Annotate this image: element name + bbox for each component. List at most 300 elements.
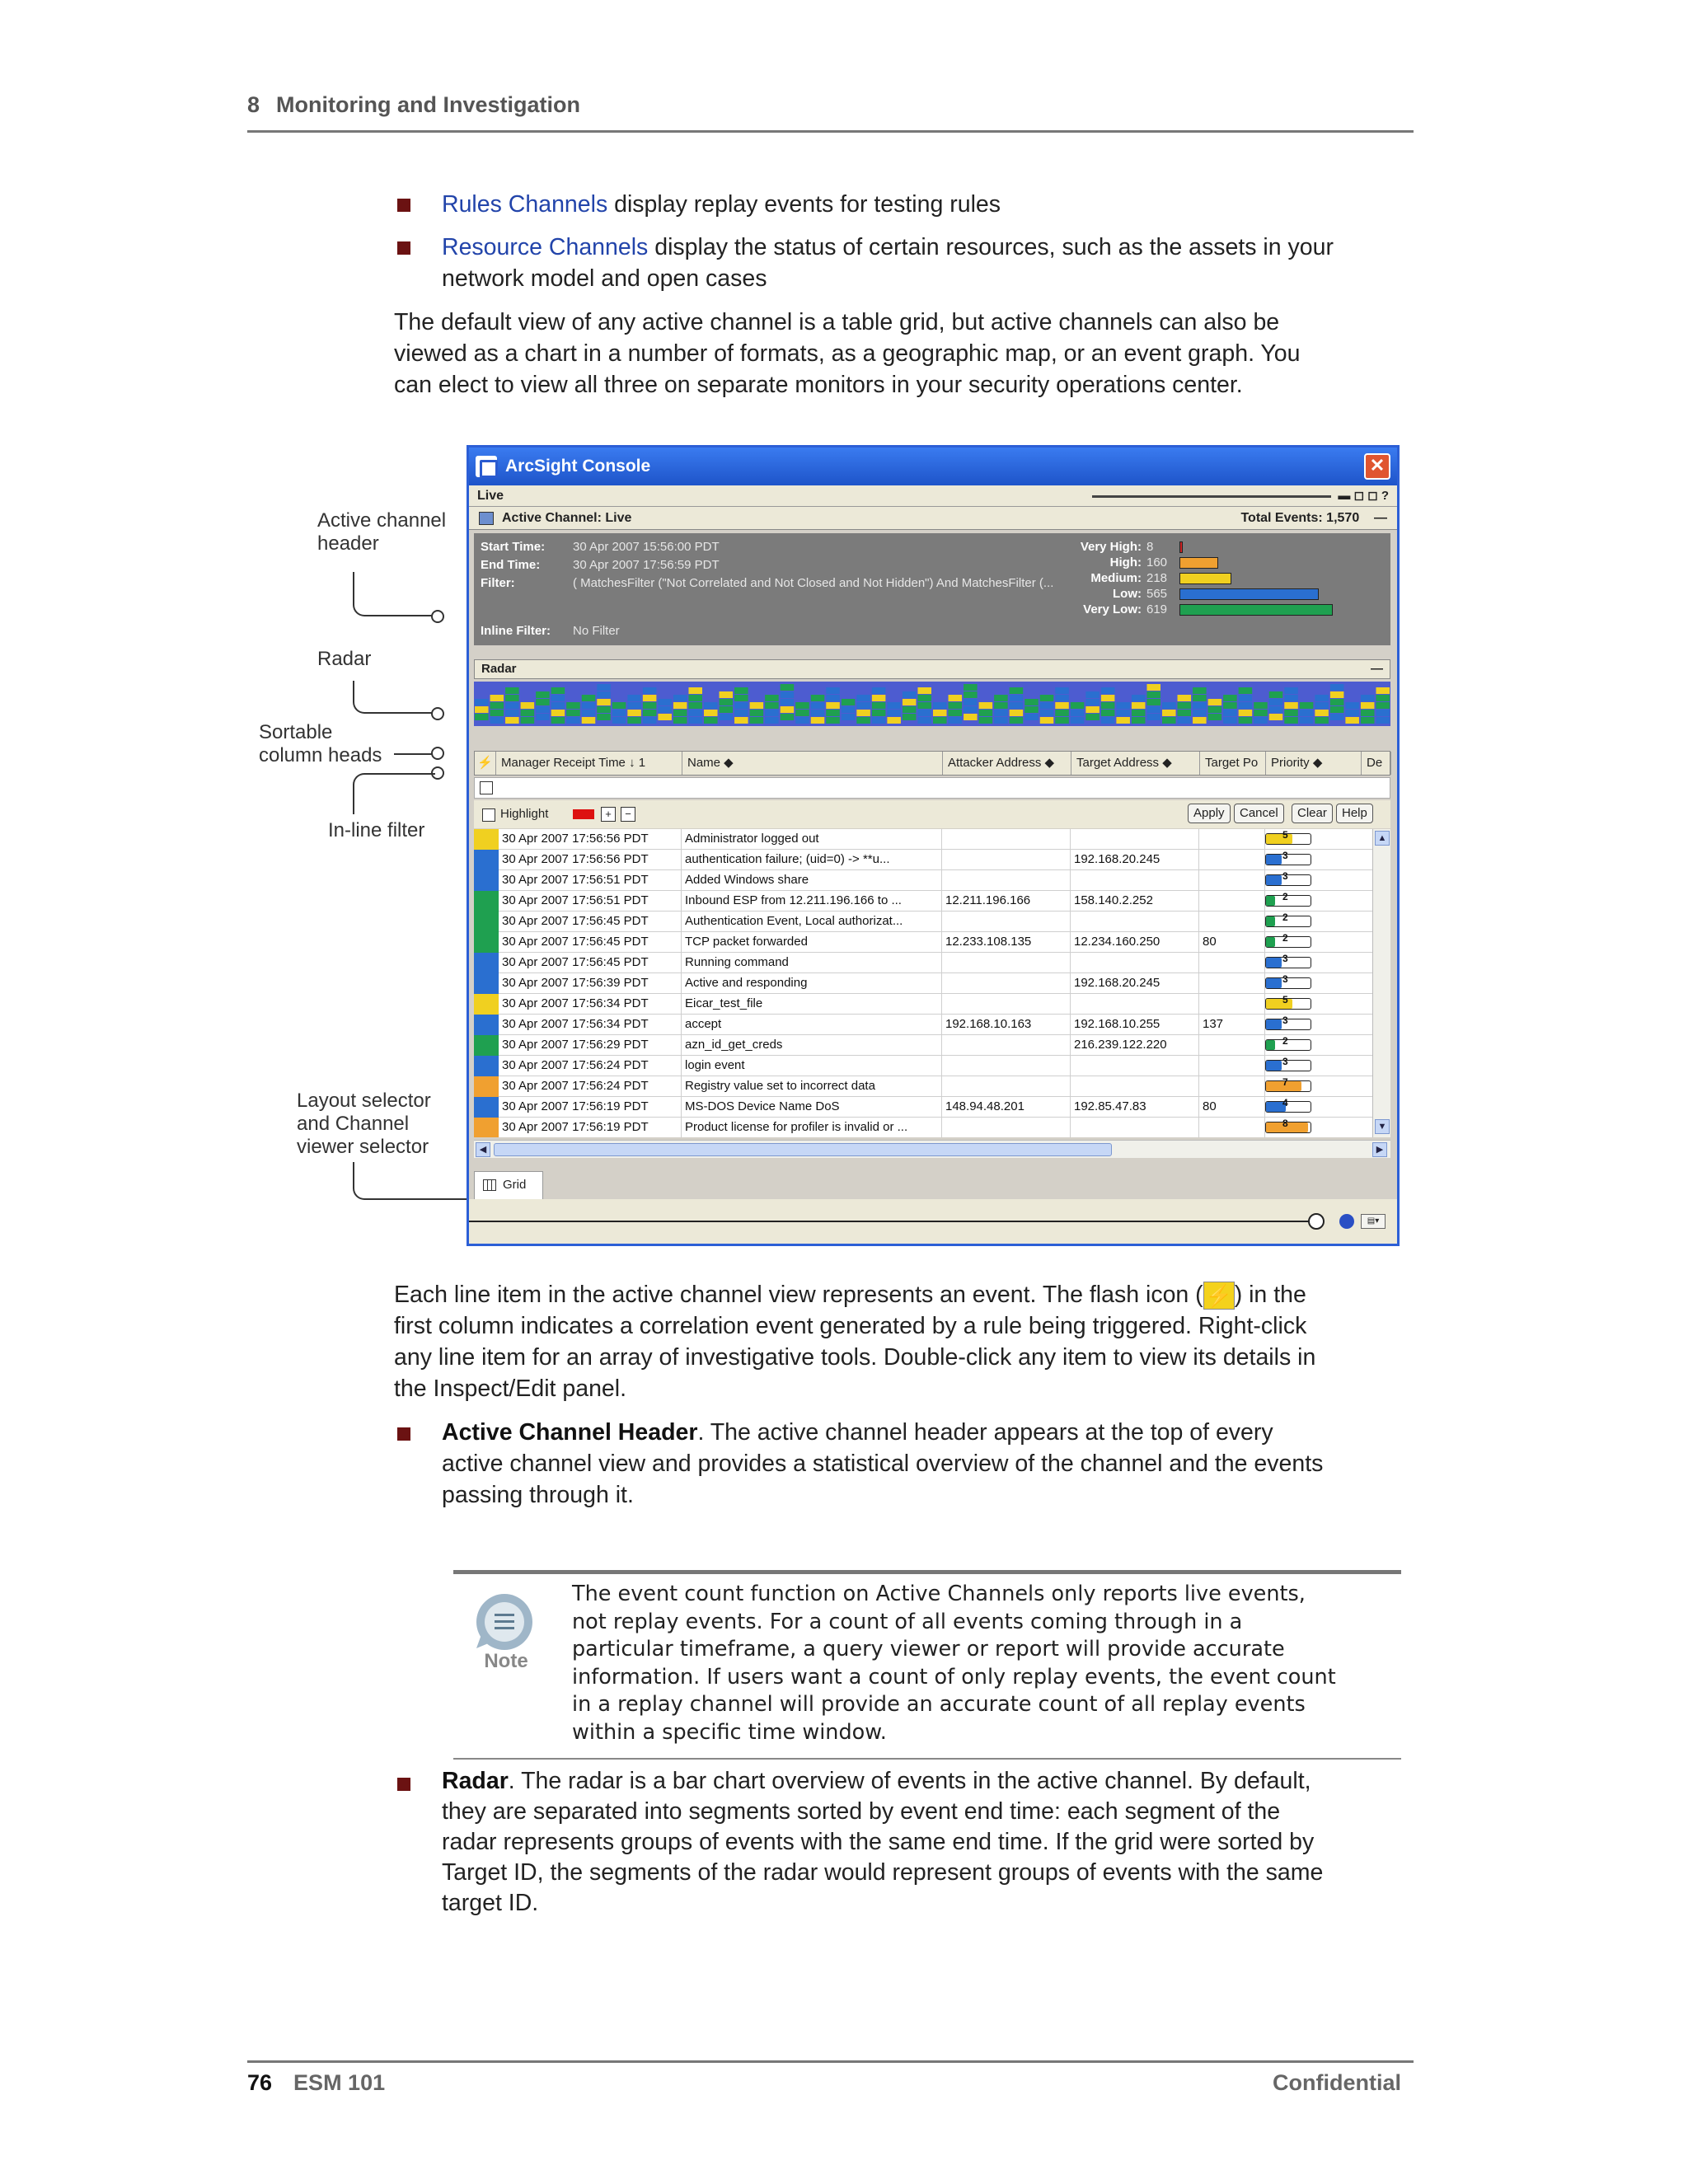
radar-segment: [1010, 717, 1024, 724]
radar-segment: [1116, 717, 1130, 724]
table-cell-port: [1199, 870, 1265, 891]
radar-collapse-icon[interactable]: —: [1371, 662, 1383, 676]
callout-line: [353, 773, 435, 814]
radar-segment: [1085, 714, 1100, 720]
radar-segment: [1040, 710, 1054, 716]
severity-swatch: [474, 1118, 499, 1137]
priority-fill: [1266, 896, 1275, 906]
radar-segment: [856, 695, 870, 701]
priority-indicator: [1265, 1076, 1311, 1092]
table-row[interactable]: [474, 953, 1372, 973]
radar-segment: [1269, 714, 1283, 720]
radar-segment: [1361, 717, 1375, 724]
priority-value: 2: [1282, 891, 1288, 902]
table-cell-target: [1071, 994, 1199, 1015]
priority-fill: [1266, 1019, 1282, 1029]
callout-line: [394, 753, 435, 755]
radar-segment: [627, 695, 641, 701]
radar-segment: [1193, 710, 1207, 716]
radar-segment: [1178, 717, 1192, 724]
scroll-left-icon[interactable]: ◀: [476, 1142, 490, 1157]
column-head-priority[interactable]: Priority ◆: [1266, 752, 1362, 775]
radar-segment: [964, 706, 978, 713]
radar-segment: [688, 702, 702, 709]
radar-segment: [688, 695, 702, 701]
priority-fill: [1266, 1040, 1275, 1050]
priority-fill: [1266, 978, 1282, 988]
radar-segment: [1085, 699, 1100, 705]
table-cell-attacker: [942, 912, 1071, 932]
table-cell-name: Product license for profiler is invalid or ...: [682, 1118, 942, 1137]
radar-segment: [1101, 687, 1115, 694]
console-title-bar: [469, 448, 1397, 485]
priority-count: 160: [1146, 555, 1168, 569]
radar-segment: [887, 710, 901, 716]
column-head-description[interactable]: De: [1362, 752, 1391, 775]
radar-segment: [551, 695, 565, 701]
radar-segment: [704, 717, 718, 724]
radar-segment: [627, 717, 641, 724]
table-row[interactable]: [474, 829, 1372, 850]
radar-segment: [1284, 695, 1298, 701]
radar-segment: [1055, 717, 1069, 724]
inline-filter-row[interactable]: [474, 777, 1390, 799]
table-cell-time: 30 Apr 2007 17:56:19 PDT: [499, 1118, 682, 1137]
table-cell-port: [1199, 891, 1265, 912]
radar-segment: [1162, 702, 1176, 709]
severity-swatch: [474, 953, 499, 973]
table-cell-port: [1199, 994, 1265, 1015]
scroll-up-icon[interactable]: ▲: [1375, 831, 1390, 846]
table-cell-target: 192.168.20.245: [1071, 973, 1199, 994]
priority-count: 218: [1146, 571, 1168, 585]
table-row[interactable]: [474, 912, 1372, 932]
bullet-marker: [397, 1427, 410, 1441]
table-row[interactable]: [474, 932, 1372, 953]
radar-segment: [811, 702, 825, 709]
priority-label: High:: [1109, 555, 1142, 569]
severity-swatch: [474, 1015, 499, 1035]
radar-segment: [658, 699, 672, 705]
radar-segment: [734, 695, 748, 701]
total-events: Total Events: 1,570 —: [1240, 511, 1387, 525]
radar-segment: [1178, 710, 1192, 716]
radar-segment: [720, 714, 734, 720]
priority-fill: [1266, 875, 1282, 885]
radar-segment: [1345, 710, 1359, 716]
header-rule: [247, 130, 1414, 133]
radar-segment: [1254, 702, 1268, 709]
callout-active-channel-header: Active channel header: [317, 509, 447, 555]
table-cell-name: Added Windows share: [682, 870, 942, 891]
table-cell-name: Running command: [682, 953, 942, 973]
callout-line: [353, 681, 435, 714]
radar-segment: [1239, 710, 1253, 716]
radar-segment: [1269, 699, 1283, 705]
layout-selector-icon[interactable]: ▤▾: [1361, 1214, 1386, 1229]
table-cell-name: Registry value set to incorrect data: [682, 1076, 942, 1097]
table-cell-target: [1071, 870, 1199, 891]
radar-segment: [1162, 717, 1176, 724]
callout-dot: [431, 747, 444, 760]
note-icon: [471, 1591, 537, 1657]
radar-segment: [1376, 695, 1390, 701]
radar-segment: [551, 710, 565, 716]
table-row[interactable]: [474, 1015, 1372, 1035]
radar-segment: [1178, 695, 1192, 701]
priority-value: 3: [1282, 973, 1288, 985]
column-head-attacker-address[interactable]: Attacker Address ◆: [943, 752, 1071, 775]
priority-indicator: [1265, 973, 1311, 989]
radar-segment: [1269, 691, 1283, 698]
severity-swatch: [474, 912, 499, 932]
radar-segment: [856, 717, 870, 724]
priority-value: 3: [1282, 870, 1288, 882]
radar-segment: [673, 702, 687, 709]
book-title: ESM 101: [293, 2070, 386, 2095]
radar-segment: [1146, 714, 1160, 720]
table-cell-time: 30 Apr 2007 17:56:39 PDT: [499, 973, 682, 994]
clear-button[interactable]: Clear: [1292, 804, 1333, 823]
radar-segment: [1132, 702, 1146, 709]
radar-segment: [582, 717, 596, 724]
layout-divider: [469, 1221, 1310, 1222]
radar-segment: [1223, 710, 1237, 716]
radar-segment: [872, 695, 886, 701]
radar-segment: [566, 717, 580, 724]
table-row[interactable]: [474, 1035, 1372, 1056]
radar-segment: [903, 706, 917, 713]
table-cell-attacker: 12.233.108.135: [942, 932, 1071, 953]
radar-segment: [490, 695, 504, 701]
radar-segment: [1116, 702, 1130, 709]
radar-segment: [521, 717, 535, 724]
column-header-row: [474, 751, 1390, 776]
priority-indicator: [1265, 1015, 1311, 1030]
table-row[interactable]: [474, 994, 1372, 1015]
collapse-icon[interactable]: —: [1374, 511, 1387, 525]
table-row[interactable]: [474, 1056, 1372, 1076]
radar-segment: [1193, 717, 1207, 724]
highlight-checkbox[interactable]: [482, 808, 495, 822]
priority-indicator: [1265, 953, 1311, 968]
radar-segment: [643, 687, 657, 694]
cancel-button[interactable]: Cancel: [1234, 804, 1284, 823]
horizontal-scrollbar[interactable]: [474, 1140, 1390, 1158]
table-cell-attacker: [942, 1118, 1071, 1137]
radar-segment: [1055, 702, 1069, 709]
radar-segment: [1193, 695, 1207, 701]
table-cell-target: [1071, 1056, 1199, 1076]
close-icon[interactable]: ✕: [1364, 453, 1390, 480]
radar-segment: [856, 702, 870, 709]
radar-segment: [1208, 706, 1222, 713]
highlight-remove-icon[interactable]: −: [621, 807, 635, 822]
radar-segment: [1284, 710, 1298, 716]
radar-segment: [597, 714, 611, 720]
radar-segment: [1085, 706, 1100, 713]
table-cell-attacker: [942, 850, 1071, 870]
table-cell-target: [1071, 953, 1199, 973]
radar-segment: [979, 710, 993, 716]
bullet-marker: [397, 241, 410, 255]
radar-segment: [720, 699, 734, 705]
table-cell-time: 30 Apr 2007 17:56:51 PDT: [499, 870, 682, 891]
radar-segment: [1055, 695, 1069, 701]
radar-segment: [994, 702, 1008, 709]
priority-value: 2: [1282, 1035, 1288, 1047]
window-controls[interactable]: ▬ ◻ ◻ ?: [1338, 489, 1389, 503]
priority-bar: [1179, 541, 1183, 553]
zoom-slider[interactable]: [1092, 495, 1331, 498]
rules-channels-link[interactable]: Rules Channels: [442, 191, 608, 218]
column-head-target-port[interactable]: Target Po: [1200, 752, 1266, 775]
radar-chart[interactable]: [474, 682, 1390, 726]
table-row[interactable]: [474, 1076, 1372, 1097]
radar-segment: [1376, 687, 1390, 694]
radar-segment: [720, 691, 734, 698]
highlight-color-swatch[interactable]: [573, 809, 594, 819]
priority-indicator: [1265, 1097, 1311, 1113]
severity-swatch: [474, 994, 499, 1015]
radar-segment: [673, 695, 687, 701]
radar-segment: [1284, 702, 1298, 709]
radar-segment: [612, 702, 626, 709]
callout-sortable-column-heads: Sortable column heads: [259, 721, 382, 766]
active-channel-label: Active Channel: Live: [502, 511, 632, 525]
grid-view-tab[interactable]: Grid: [474, 1171, 543, 1199]
radar-segment: [1010, 702, 1024, 709]
radar-segment: [1208, 714, 1222, 720]
radar-segment: [842, 714, 856, 720]
radar-segment: [1315, 710, 1329, 716]
table-cell-time: 30 Apr 2007 17:56:34 PDT: [499, 994, 682, 1015]
radar-segment: [826, 687, 840, 694]
table-cell-name: Inbound ESP from 12.211.196.166 to ...: [682, 891, 942, 912]
priority-indicator: [1265, 870, 1311, 886]
radar-segment: [1284, 717, 1298, 724]
radar-segment: [1071, 710, 1085, 716]
table-row[interactable]: [474, 891, 1372, 912]
paragraph-default-view: The default view of any active channel is a table grid, but active channels can also be viewed as a chart in a number of formats, as a geographic map, or an event graph. You can elect to view all three on separate monitors in your security operations center.: [394, 309, 1301, 398]
radar-segment: [917, 702, 931, 709]
radar-segment: [688, 687, 702, 694]
priority-fill: [1266, 958, 1282, 968]
priority-bar: [1179, 557, 1218, 569]
radar-bars: [474, 682, 1390, 726]
severity-swatch: [474, 1035, 499, 1056]
radar-segment: [1071, 702, 1085, 709]
radar-segment: [1162, 710, 1176, 716]
start-time-value: 30 Apr 2007 15:56:00 PDT: [573, 540, 720, 554]
radar-segment: [949, 695, 963, 701]
table-cell-port: 80: [1199, 932, 1265, 953]
radar-segment: [1010, 687, 1024, 694]
radar-segment: [765, 702, 779, 709]
callout-dot: [431, 610, 444, 623]
radar-segment: [964, 684, 978, 691]
radar-segment: [795, 717, 809, 724]
priority-indicator: [1265, 994, 1311, 1010]
table-cell-attacker: [942, 1076, 1071, 1097]
priority-indicator: [1265, 1035, 1311, 1051]
column-head-target-address[interactable]: Target Address ◆: [1071, 752, 1200, 775]
radar-segment: [1361, 695, 1375, 701]
priority-label: Medium:: [1090, 571, 1142, 585]
radar-segment: [1239, 695, 1253, 701]
radar-segment: [826, 717, 840, 724]
severity-swatch: [474, 829, 499, 850]
table-cell-port: [1199, 953, 1265, 973]
highlight-label: Highlight: [500, 807, 549, 821]
table-row[interactable]: [474, 850, 1372, 870]
radar-segment: [964, 714, 978, 720]
table-row[interactable]: [474, 1118, 1372, 1137]
priority-value: 7: [1282, 1076, 1288, 1088]
radar-segment: [765, 717, 779, 724]
footer-rule: [247, 2060, 1414, 2063]
radar-segment: [811, 710, 825, 716]
note-bottom-rule: [453, 1758, 1401, 1760]
radar-segment: [1040, 717, 1054, 724]
column-head-name[interactable]: Name ◆: [682, 752, 943, 775]
table-cell-time: 30 Apr 2007 17:56:45 PDT: [499, 912, 682, 932]
priority-indicator: [1265, 1118, 1311, 1133]
priority-indicator: [1265, 932, 1311, 948]
priority-indicator: [1265, 891, 1311, 907]
radar-segment: [811, 695, 825, 701]
table-cell-attacker: [942, 973, 1071, 994]
vertical-scrollbar[interactable]: [1372, 829, 1390, 1137]
radar-segment: [643, 702, 657, 709]
radar-segment: [781, 684, 795, 691]
radar-segment: [1330, 706, 1344, 713]
radar-segment: [1361, 710, 1375, 716]
layout-handle-icon[interactable]: [1308, 1213, 1325, 1230]
priority-count: 565: [1146, 587, 1168, 601]
arcsight-console-screenshot: [467, 445, 1400, 1246]
table-cell-target: [1071, 912, 1199, 932]
inline-filter-checkbox[interactable]: [480, 781, 493, 794]
live-tab-row: [469, 485, 1397, 507]
table-cell-name: login event: [682, 1056, 942, 1076]
scroll-right-icon[interactable]: ▶: [1372, 1142, 1387, 1157]
radar-segment: [582, 702, 596, 709]
radar-segment: [475, 706, 489, 713]
radar-segment: [1055, 710, 1069, 716]
horizontal-scroll-thumb[interactable]: [494, 1143, 1112, 1156]
channel-statistics-panel: Start Time: 30 Apr 2007 15:56:00 PDT End Time: 30 Apr 2007 17:56:59 PDT Filter: ( MatchesFilter ("Not Correlated and Not Closed and Not Hidden") And MatchesFilter (... Inline Filter: No Filter Very High: 8 High: 160 Medium: 218 Low: 565 Very Low: 619: [474, 533, 1390, 645]
callout-inline-filter: In-line filter: [328, 819, 425, 841]
radar-segment: [903, 691, 917, 698]
radar-segment: [765, 695, 779, 701]
callout-dot: [431, 707, 444, 720]
radar-segment: [1025, 699, 1039, 705]
priority-value: 8: [1282, 1118, 1288, 1129]
radar-segment: [917, 710, 931, 716]
radar-segment: [1300, 717, 1314, 724]
radar-segment: [842, 706, 856, 713]
arcsight-logo-icon: [476, 456, 497, 477]
apply-button[interactable]: Apply: [1188, 804, 1231, 823]
radar-segment: [1361, 702, 1375, 709]
radar-segment: [658, 714, 672, 720]
radar-segment: [720, 706, 734, 713]
radar-segment: [643, 710, 657, 716]
chapter-number: 8: [247, 92, 260, 117]
table-cell-name: authentication failure; (uid=0) -> **u...: [682, 850, 942, 870]
priority-fill: [1266, 855, 1282, 865]
console-title: ArcSight Console: [505, 457, 651, 476]
bullet-marker: [397, 1778, 410, 1791]
radar-segment: [505, 717, 519, 724]
radar-segment: [1146, 691, 1160, 698]
radar-segment: [917, 695, 931, 701]
column-head-manager-receipt-time[interactable]: Manager Receipt Time ↓ 1: [496, 752, 682, 775]
radar-segment: [903, 714, 917, 720]
radar-segment: [1025, 706, 1039, 713]
priority-value: 3: [1282, 850, 1288, 861]
radar-segment: [704, 702, 718, 709]
radar-segment: [688, 710, 702, 716]
table-row[interactable]: [474, 870, 1372, 891]
bullet-marker: [397, 199, 410, 212]
table-cell-port: [1199, 850, 1265, 870]
scroll-down-icon[interactable]: ▼: [1375, 1119, 1390, 1134]
paragraph-line-items: Each line item in the active channel view represents an event. The flash icon ( ⚡) in the first column indicates a correlation event generated by a rule being triggered. Right-click any line item for an array of investigative tools. Double-click any item to view its details in the Inspect/Edit panel.: [394, 1282, 1316, 1402]
table-row[interactable]: [474, 1097, 1372, 1118]
table-cell-attacker: 12.211.196.166: [942, 891, 1071, 912]
channel-viewer-icon[interactable]: [1339, 1214, 1354, 1229]
table-cell-time: 30 Apr 2007 17:56:19 PDT: [499, 1097, 682, 1118]
radar-segment: [1254, 717, 1268, 724]
radar-segment: [475, 714, 489, 720]
end-time-value: 30 Apr 2007 17:56:59 PDT: [573, 558, 720, 572]
table-cell-attacker: 192.168.10.163: [942, 1015, 1071, 1035]
table-row[interactable]: [474, 973, 1372, 994]
radar-segment: [505, 710, 519, 716]
radar-segment: [1345, 702, 1359, 709]
radar-segment: [1300, 710, 1314, 716]
inline-filter-value: No Filter: [573, 624, 620, 638]
table-cell-time: 30 Apr 2007 17:56:34 PDT: [499, 1015, 682, 1035]
table-cell-port: [1199, 1035, 1265, 1056]
running-header: [247, 92, 580, 118]
resource-channels-link[interactable]: Resource Channels: [442, 234, 649, 260]
radar-segment: [1132, 717, 1146, 724]
radar-segment: [856, 710, 870, 716]
table-cell-name: Active and responding: [682, 973, 942, 994]
layout-selector-bar: [469, 1199, 1397, 1244]
severity-swatch: [474, 1097, 499, 1118]
radar-segment: [1315, 695, 1329, 701]
radar-segment: [1132, 710, 1146, 716]
help-button[interactable]: Help: [1336, 804, 1373, 823]
radar-segment: [505, 702, 519, 709]
radar-segment: [551, 702, 565, 709]
radar-segment: [582, 695, 596, 701]
priority-label: Very Low:: [1083, 602, 1142, 616]
radar-segment: [1315, 717, 1329, 724]
radar-segment: [1315, 702, 1329, 709]
callout-radar: Radar: [317, 648, 372, 670]
highlight-add-icon[interactable]: +: [601, 807, 616, 822]
radar-segment: [872, 702, 886, 709]
priority-value: 3: [1282, 1015, 1288, 1026]
table-cell-port: [1199, 1076, 1265, 1097]
radar-segment: [917, 687, 931, 694]
priority-value: 4: [1282, 1097, 1288, 1108]
